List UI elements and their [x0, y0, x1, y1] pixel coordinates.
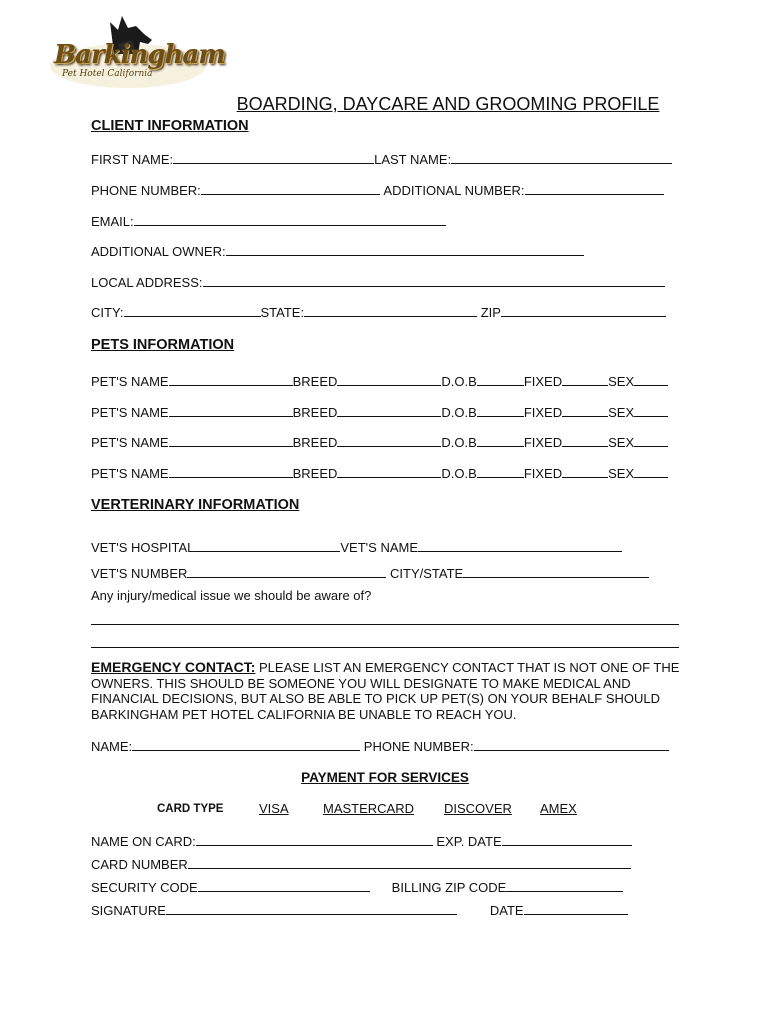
breed-field[interactable] — [337, 465, 441, 478]
additional-owner-row — [91, 243, 584, 260]
first-name-label: FIRST NAME: — [91, 152, 174, 167]
sex-label: SEX — [608, 374, 635, 389]
breed-label: BREED — [292, 405, 338, 420]
vet-hospital-field[interactable] — [194, 539, 340, 552]
city-row — [91, 304, 666, 321]
page-title: BOARDING, DAYCARE AND GROOMING PROFILE — [236, 94, 660, 114]
pet-name-field[interactable] — [169, 465, 293, 478]
phone-label: PHONE NUMBER: — [91, 183, 201, 198]
breed-label: BREED — [292, 466, 338, 481]
emergency-name-row — [91, 738, 669, 755]
fixed-label: FIXED — [523, 374, 563, 389]
zip-field[interactable] — [501, 304, 666, 317]
emergency-name-label: NAME: — [91, 739, 133, 754]
emergency-name-field[interactable] — [132, 738, 360, 751]
dob-field[interactable] — [477, 404, 524, 417]
date-label: DATE — [489, 903, 524, 918]
additional-number-field[interactable] — [525, 182, 664, 195]
billing-zip-label: BILLING ZIP CODE — [391, 880, 507, 895]
local-address-field[interactable] — [203, 274, 665, 287]
vet-info-heading: VERTERINARY INFORMATION — [91, 497, 300, 513]
client-info-heading: CLIENT INFORMATION — [91, 118, 249, 134]
security-code-row — [91, 879, 623, 896]
barkingham-logo — [48, 14, 225, 92]
dob-field[interactable] — [477, 373, 524, 386]
vet-number-row — [91, 565, 649, 582]
sex-label: SEX — [608, 405, 635, 420]
phone-field[interactable] — [201, 182, 380, 195]
security-code-field[interactable] — [198, 879, 370, 892]
state-field[interactable] — [304, 304, 477, 317]
emergency-contact-paragraph — [91, 660, 683, 722]
exp-date-field[interactable] — [502, 833, 632, 846]
vet-city-state-label: CITY/STATE — [390, 566, 464, 581]
vet-city-state-field[interactable] — [463, 565, 649, 578]
vet-hospital-label: VET'S HOSPITAL — [91, 540, 195, 555]
emergency-contact-heading: EMERGENCY CONTACT: — [91, 659, 256, 675]
vet-name-label: VET'S NAME — [340, 540, 418, 555]
sex-field[interactable] — [634, 404, 668, 417]
first-name-field[interactable] — [173, 151, 374, 164]
name-row — [91, 151, 672, 168]
last-name-field[interactable] — [451, 151, 672, 164]
dob-label: D.O.B — [441, 374, 477, 389]
dob-label: D.O.B — [441, 405, 477, 420]
email-label: EMAIL: — [91, 214, 134, 229]
card-option-visa[interactable]: VISA — [259, 801, 289, 816]
fixed-field[interactable] — [562, 404, 608, 417]
additional-owner-label: ADDITIONAL OWNER: — [91, 244, 226, 259]
pet-name-field[interactable] — [169, 434, 293, 447]
emergency-phone-label: PHONE NUMBER: — [363, 739, 474, 754]
payment-heading: PAYMENT FOR SERVICES — [301, 770, 469, 785]
injury-answer-line-1[interactable] — [91, 624, 679, 625]
name-on-card-field[interactable] — [196, 833, 433, 846]
local-address-label: LOCAL ADDRESS: — [91, 275, 203, 290]
pet-row — [91, 373, 668, 390]
date-field[interactable] — [524, 902, 628, 915]
fixed-field[interactable] — [562, 434, 608, 447]
signature-row — [91, 902, 628, 919]
card-type-label: CARD TYPE — [157, 803, 224, 815]
emergency-phone-field[interactable] — [474, 738, 669, 751]
fixed-field[interactable] — [562, 373, 608, 386]
sex-label: SEX — [608, 435, 635, 450]
signature-label: SIGNATURE — [91, 903, 166, 918]
name-on-card-row — [91, 833, 632, 850]
pet-name-label: PET'S NAME — [91, 374, 169, 389]
pets-info-heading: PETS INFORMATION — [91, 337, 235, 353]
city-label: CITY: — [91, 305, 124, 320]
vet-name-field[interactable] — [418, 539, 622, 552]
card-number-row — [91, 856, 631, 873]
pet-row — [91, 465, 668, 482]
billing-zip-field[interactable] — [506, 879, 623, 892]
sex-field[interactable] — [634, 434, 668, 447]
phone-row — [91, 182, 664, 199]
injury-question: Any injury/medical issue we should be aware of? — [91, 588, 372, 603]
dob-field[interactable] — [477, 465, 524, 478]
sex-label: SEX — [608, 466, 635, 481]
pet-name-label: PET'S NAME — [91, 435, 169, 450]
pet-name-field[interactable] — [169, 373, 293, 386]
fixed-field[interactable] — [562, 465, 608, 478]
dob-label: D.O.B — [441, 466, 477, 481]
pet-name-label: PET'S NAME — [91, 466, 169, 481]
sex-field[interactable] — [634, 373, 668, 386]
card-number-label: CARD NUMBER — [91, 857, 188, 872]
pet-row — [91, 404, 668, 421]
fixed-label: FIXED — [523, 466, 563, 481]
email-field[interactable] — [134, 213, 446, 226]
pet-name-field[interactable] — [169, 404, 293, 417]
city-field[interactable] — [124, 304, 261, 317]
security-code-label: SECURITY CODE — [91, 880, 198, 895]
additional-number-label: ADDITIONAL NUMBER: — [383, 183, 525, 198]
breed-field[interactable] — [337, 373, 441, 386]
last-name-label: LAST NAME: — [374, 152, 452, 167]
injury-answer-line-2[interactable] — [91, 647, 679, 648]
card-number-field[interactable] — [188, 856, 631, 869]
breed-field[interactable] — [337, 404, 441, 417]
card-option-amex[interactable]: AMEX — [540, 801, 577, 816]
address-row — [91, 274, 665, 291]
email-row — [91, 213, 446, 230]
breed-label: BREED — [292, 374, 338, 389]
vet-hospital-row — [91, 539, 622, 556]
state-label: STATE: — [260, 305, 305, 320]
zip-label: ZIP — [480, 305, 501, 320]
additional-owner-field[interactable] — [226, 243, 584, 256]
card-option-discover[interactable]: DISCOVER — [444, 801, 512, 816]
emergency-contact-text: PLEASE LIST AN EMERGENCY CONTACT THAT IS NOT ONE OF THE OWNERS. THIS SHOULD BE SOMEONE YOU WILL DESIGNATE TO MAKE MEDICAL AND FINANCIAL DECISIONS, BUT ALSO BE ABLE TO PICK UP PET(S) ON YOUR BEHALF SHOULD BARKINGHAM PET HOTEL CALIFORNIA BE UNABLE TO REACH YOU. — [91, 660, 680, 722]
signature-field[interactable] — [166, 902, 457, 915]
logo-wordmark: Barkingham — [54, 40, 225, 70]
dob-label: D.O.B — [441, 435, 477, 450]
pet-row — [91, 434, 668, 451]
exp-date-label: EXP. DATE — [436, 834, 502, 849]
breed-field[interactable] — [337, 434, 441, 447]
name-on-card-label: NAME ON CARD: — [91, 834, 196, 849]
vet-number-label: VET'S NUMBER — [91, 566, 188, 581]
fixed-label: FIXED — [523, 435, 563, 450]
card-option-mastercard[interactable]: MASTERCARD — [323, 801, 415, 816]
breed-label: BREED — [292, 435, 338, 450]
sex-field[interactable] — [634, 465, 668, 478]
dob-field[interactable] — [477, 434, 524, 447]
vet-number-field[interactable] — [187, 565, 386, 578]
logo-tagline: Pet Hotel California — [62, 69, 153, 79]
pet-name-label: PET'S NAME — [91, 405, 169, 420]
fixed-label: FIXED — [523, 405, 563, 420]
